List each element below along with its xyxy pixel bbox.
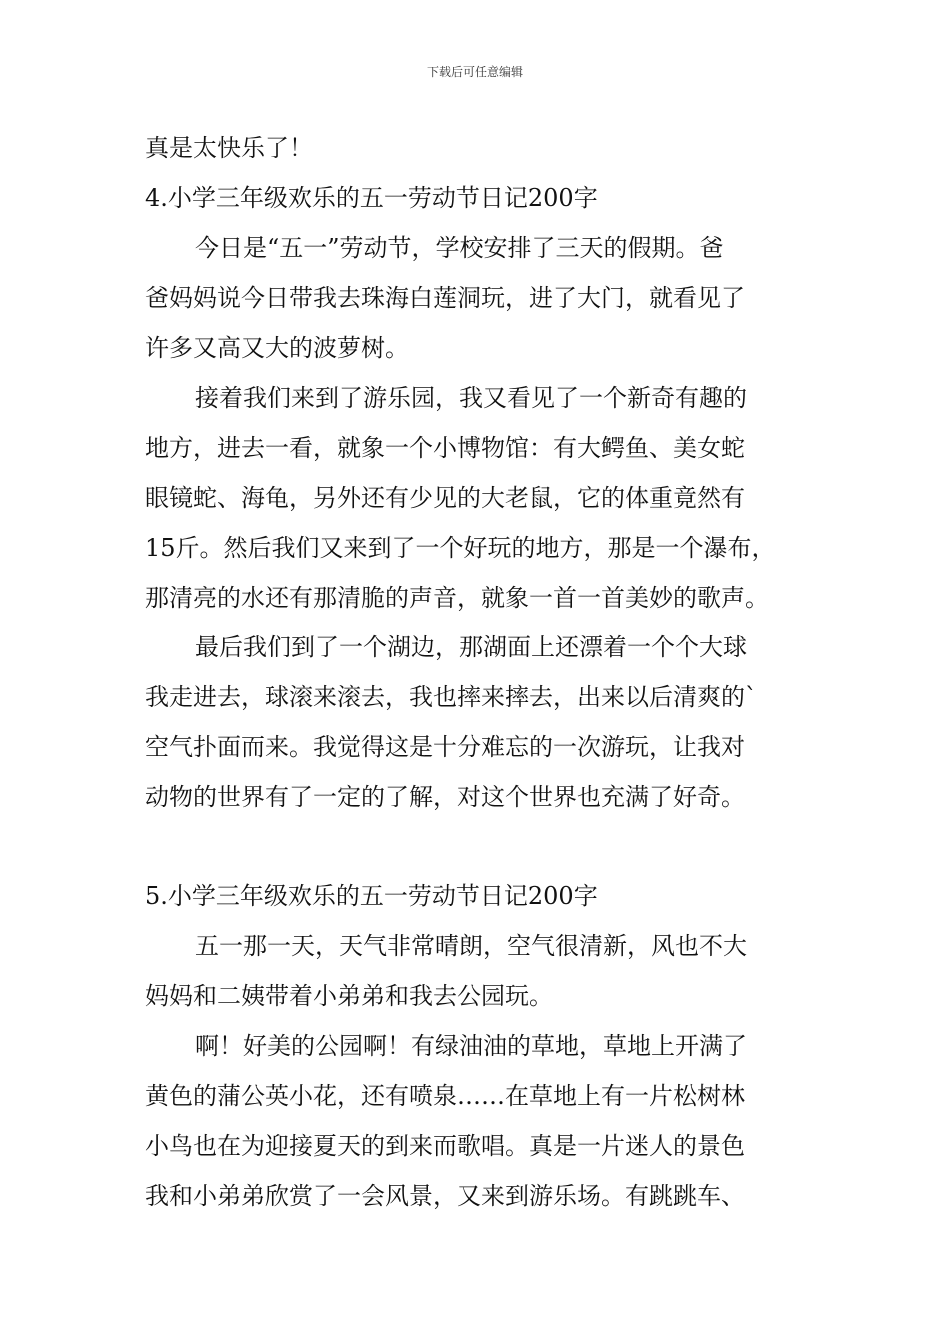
text-line: 妈妈和二姨带着小弟弟和我去公园玩。 bbox=[145, 982, 553, 1010]
text-line: 黄色的蒲公英小花，还有喷泉……在草地上有一片松树林 bbox=[145, 1082, 745, 1110]
paragraph-first-line: 最后我们到了一个湖边，那湖面上还漂着一个个大球 bbox=[195, 633, 747, 661]
section-heading: 5.小学三年级欢乐的五一劳动节日记200字 bbox=[145, 882, 598, 910]
section-heading: 4.小学三年级欢乐的五一劳动节日记200字 bbox=[145, 184, 598, 212]
text-line: 地方，进去一看，就象一个小博物馆：有大鳄鱼、美女蛇 bbox=[145, 434, 745, 462]
paragraph-first-line: 接着我们来到了游乐园，我又看见了一个新奇有趣的 bbox=[195, 384, 747, 412]
text-line: 空气扑面而来。我觉得这是十分难忘的一次游玩，让我对 bbox=[145, 733, 745, 761]
text-line: 我走进去，球滚来滚去，我也摔来摔去，出来以后清爽的` bbox=[145, 683, 757, 711]
text-line: 爸妈妈说今日带我去珠海白莲洞玩，进了大门，就看见了 bbox=[145, 284, 745, 312]
text-line: 眼镜蛇、海龟，另外还有少见的大老鼠，它的体重竟然有 bbox=[145, 484, 745, 512]
text-line: 真是太快乐了！ bbox=[145, 134, 313, 162]
paragraph-first-line: 五一那一天，天气非常晴朗，空气很清新，风也不大 bbox=[195, 932, 747, 960]
text-line: 那清亮的水还有那清脆的声音，就象一首一首美妙的歌声。 bbox=[145, 584, 769, 612]
paragraph-first-line: 今日是“五一”劳动节，学校安排了三天的假期。爸 bbox=[195, 234, 724, 262]
text-line: 15斤。然后我们又来到了一个好玩的地方，那是一个瀑布， bbox=[145, 534, 776, 562]
text-line: 我和小弟弟欣赏了一会风景，又来到游乐场。有跳跳车、 bbox=[145, 1182, 745, 1210]
page-header: 下载后可任意编辑 bbox=[426, 65, 523, 79]
paragraph-first-line: 啊！好美的公园啊！有绿油油的草地，草地上开满了 bbox=[195, 1032, 747, 1060]
text-line: 许多又高又大的波萝树。 bbox=[145, 334, 409, 362]
text-line: 小鸟也在为迎接夏天的到来而歌唱。真是一片迷人的景色 bbox=[145, 1132, 745, 1160]
text-line: 动物的世界有了一定的了解，对这个世界也充满了好奇。 bbox=[145, 783, 745, 811]
